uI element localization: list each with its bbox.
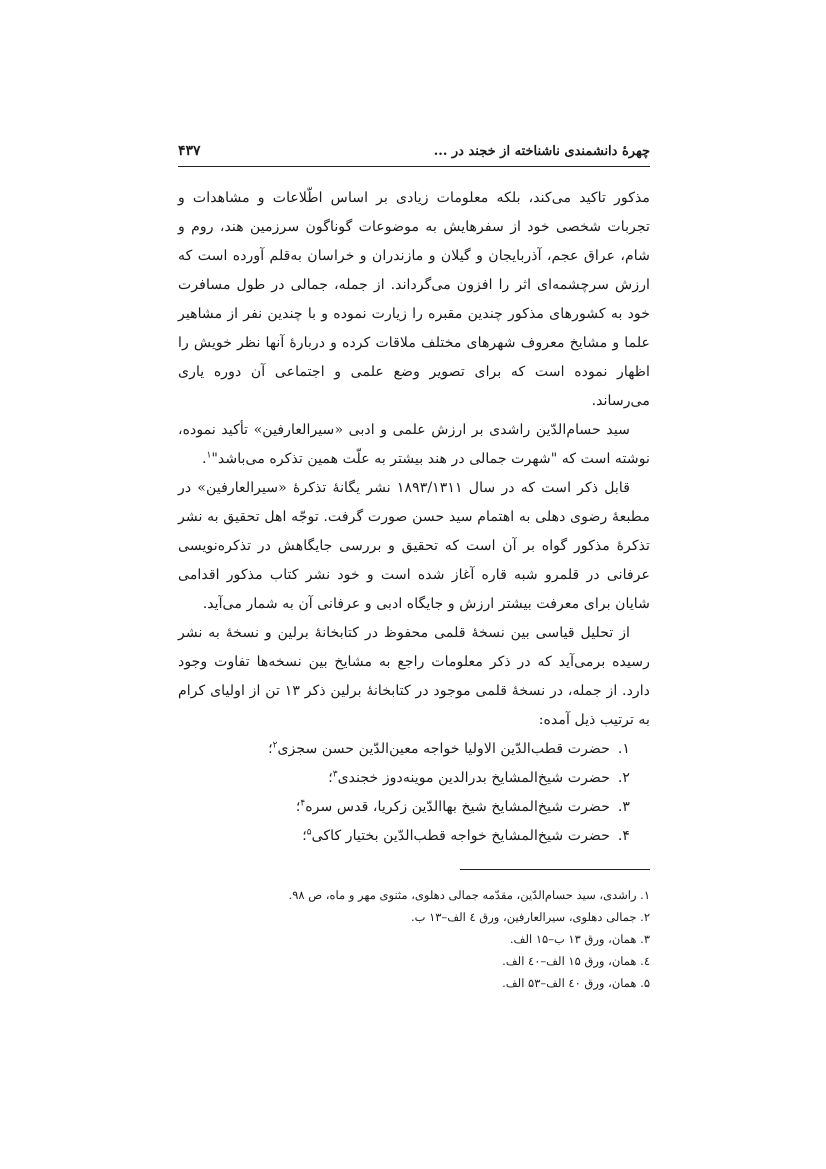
footnotes — [178, 884, 650, 994]
footnote: ۱. راشدی، سید حسام‌الدّین، مقدّمه جمالی دهلوی، مثنوی مهر و ماه، ص ۹۸. — [288, 888, 650, 902]
footnote-ref: ۴ — [300, 798, 306, 809]
footnote-ref: ۵ — [306, 827, 312, 838]
paragraph: قابل ذکر است که در سال ۱۸۹۳/۱۳۱۱ نشر یگانهٔ تذکرهٔ «سیرالعارفین» در مطبعهٔ رضوی دهلی به اهتمام سید حسن صورت گرفت. توجّه اهل تحقیق به نشر تذکرهٔ مذکور گواه بر آن است که تحقیق و بررسی جایگاهش در تذکره‌نویسی عرفانی در قلمرو شبه قاره آغاز شده است و خود نشر کتاب مذکور اقدامی شایان برای معرفت بیشتر ارزش و جایگاه ادبی و عرفانی آن به شمار می‌آید. — [178, 480, 650, 612]
page-header — [178, 140, 650, 167]
paragraph: سید حسام‌الدّین راشدی بر ارزش علمی و ادبی «سیرالعارفین» تأکید نموده، نوشته است که "شهرت جمالی در هند بیشتر به علّت همین تذکره می‌باشد"$^۱$. — [178, 422, 650, 467]
footnote-ref: ۳ — [332, 769, 338, 780]
book-page — [178, 140, 650, 994]
list-item: ۴.حضرت شیخ‌المشایخ خواجه قطب‌الدّین بختیار کاکی$^۵$؛ — [302, 827, 630, 844]
running-title: چهرهٔ دانشمندی ناشناخته از خجند در ... — [433, 144, 650, 159]
footnote-ref: ۱ — [206, 450, 212, 461]
saints-list — [178, 735, 650, 851]
footnote: ۵. همان، ورق ٤٠ الف–۵۳ الف. — [502, 976, 650, 990]
list-item: ۲.حضرت شیخ‌المشایخ بدرالدین موینه‌دوز خجندی$^۳$؛ — [328, 769, 630, 786]
list-item: ۳.حضرت شیخ‌المشایخ شیخ بهاالدّین زکریا، قدس سره$^۴$؛ — [295, 798, 630, 815]
footnote: ٤. همان، ورق ۱۵ الف–٤٠ الف. — [502, 954, 650, 968]
footnote-ref: ۲ — [272, 740, 278, 751]
footnote: ۲. جمالی دهلوی، سیرالعارفین، ورق ٤ الف–۱۳ ب. — [410, 910, 650, 924]
footnote-rule — [460, 869, 650, 870]
paragraph: مذکور تاکید می‌کند، بلکه معلومات زیادی بر اساس اطّلاعات و مشاهدات و تجربات شخصی خود از سفرهایش به موضوعات گوناگون سرزمین هند، روم و شام، عراق عجم، آذربایجان و گیلان و مازندران و خراسان به‌قلم آورده است که ارزش سرچشمه‌ای اثر را افزون می‌گرداند. از جمله، جمالی در طول مسافرت خود به کشورهای مذکور چندین مقبره را زیارت نموده و با چندین نفر از مشاهیر علما و مشایخ معروف شهرهای مختلف ملاقات کرده و دربارهٔ آنها نظر خویش را اظهار نموده است که برای تصویر وضع علمی و اجتماعی آن دوره یاری می‌رساند. — [178, 190, 650, 409]
list-item: ۱.حضرت قطب‌الدّین الاولیا خواجه معین‌الدّین حسن سجزی$^۲$؛ — [268, 740, 630, 757]
body-text — [178, 184, 650, 851]
footnote: ۳. همان، ورق ۱۳ ب–۱۵ الف. — [509, 932, 650, 946]
page-number: ۴۳۷ — [178, 143, 201, 159]
paragraph: از تحلیل قیاسی بین نسخهٔ قلمی محفوظ در کتابخانهٔ برلین و نسخهٔ به نشر رسیده برمی‌آید که در ذکر معلومات راجع به مشایخ بین نسخه‌ها تفاوت وجود دارد. از جمله، در نسخهٔ قلمی موجود در کتابخانهٔ برلین ذکر ۱۳ تن از اولیای کرام به ترتیب ذیل آمده: — [178, 625, 650, 728]
